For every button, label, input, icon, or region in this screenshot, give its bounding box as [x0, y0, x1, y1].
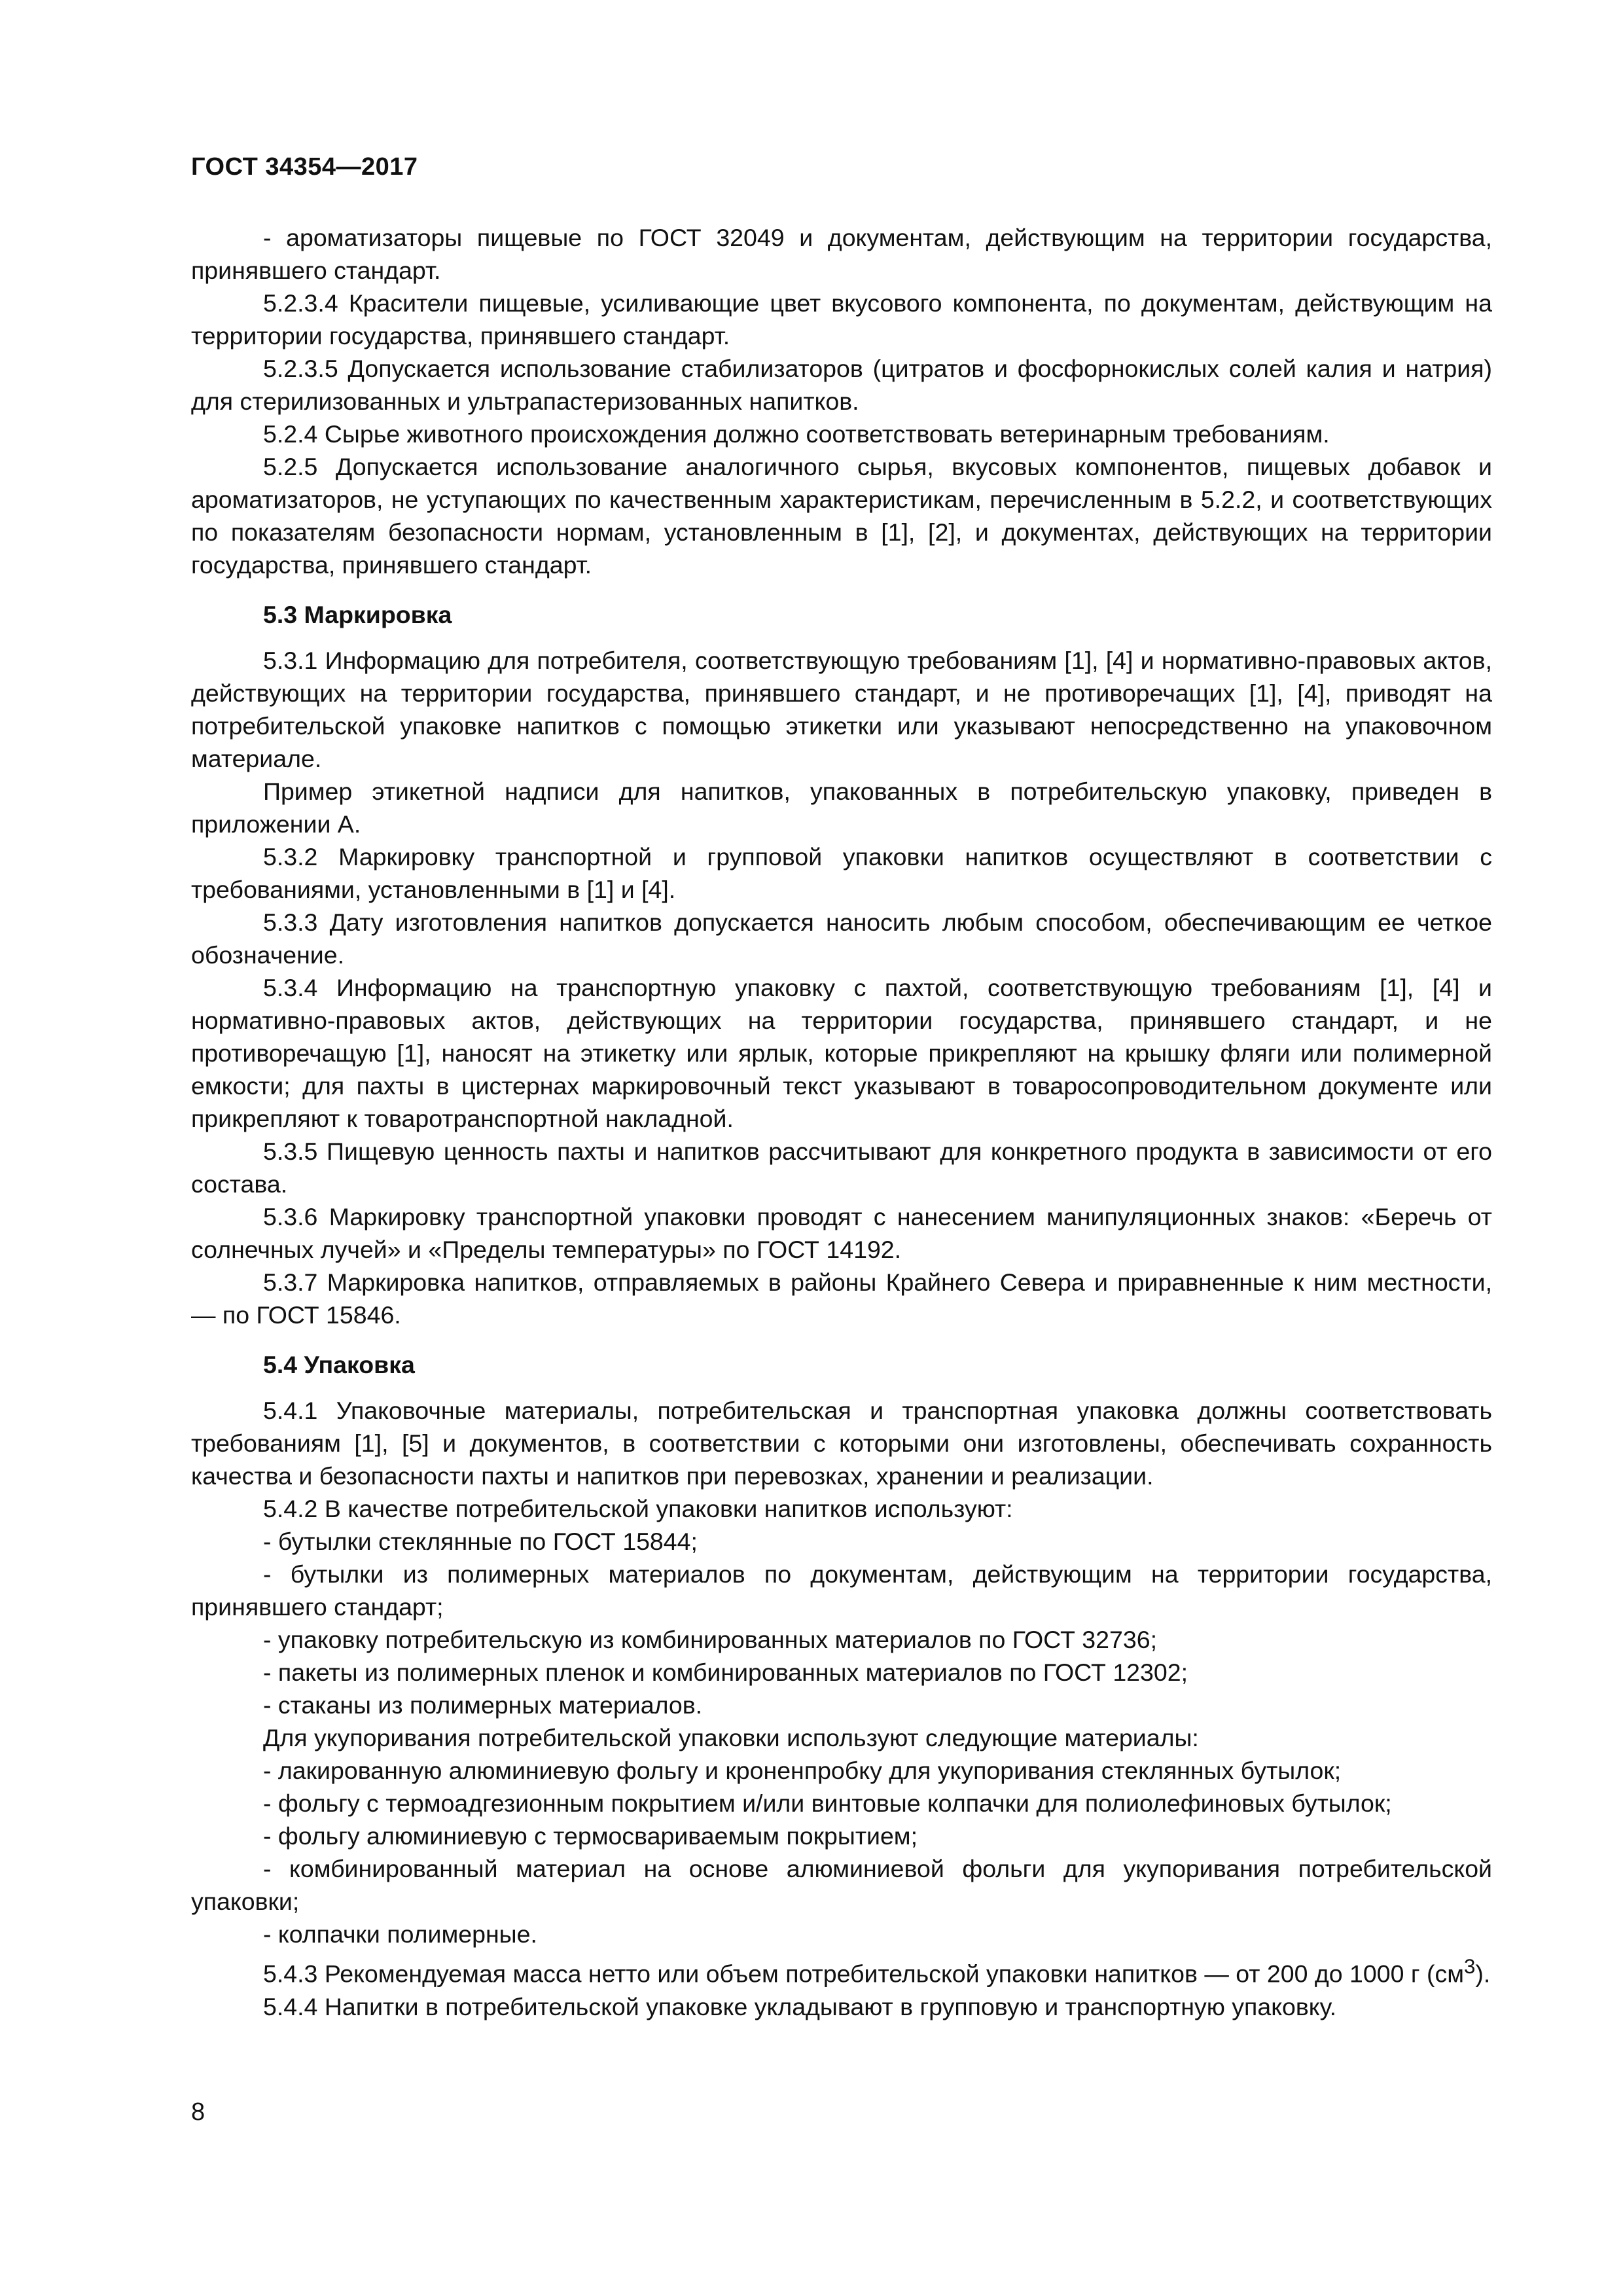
- section-heading-marking: 5.3 Маркировка: [263, 601, 452, 628]
- page-number: 8: [191, 2098, 205, 2126]
- list-item: - лакированную алюминиевую фольгу и кроненпробку для укупоривания стеклянных бутылок;: [263, 1757, 1342, 1784]
- paragraph: 5.3.4 Информацию на транспортную упаковку с пахтой, соответствующую требованиям [1], [4] и нормативно-правовых актов, действующих на территории государства, принявшего стандарт, и не противоречащую [1], наносят на этикетку или ярлык, которые прикрепляют на крышку фляги или полимерной емкости; для пахты в цистернах маркировочный текст указывают в товаросопроводительном документе или прикрепляют к товаротранспортной накладной.: [191, 974, 1492, 1132]
- section-spacer: [191, 581, 1492, 598]
- paragraph: 5.4.2 В качестве потребительской упаковки напитков используют:: [263, 1495, 1013, 1522]
- paragraph: 5.2.3.4 Красители пищевые, усиливающие цвет вкусового компонента, по документам, действующим на территории государства, принявшего стандарт.: [191, 289, 1492, 350]
- superscript-exponent: 3: [1463, 1955, 1476, 1978]
- list-item: - упаковку потребительскую из комбинированных материалов по ГОСТ 32736;: [263, 1626, 1157, 1653]
- paragraph-text: 5.4.3 Рекомендуемая масса нетто или объем потребительской упаковки напитков — от 200 до 1000 г (см: [263, 1960, 1464, 1988]
- list-item: - пакеты из полимерных пленок и комбинированных материалов по ГОСТ 12302;: [263, 1659, 1188, 1686]
- paragraph: 5.2.3.5 Допускается использование стабилизаторов (цитратов и фосфорнокислых солей калия и натрия) для стерилизованных и ультрапастеризованных напитков.: [191, 355, 1492, 415]
- document-body: [191, 221, 1492, 2023]
- paragraph: Для укупоривания потребительской упаковки используют следующие материалы:: [263, 1724, 1199, 1751]
- paragraph: 5.3.2 Маркировку транспортной и групповой упаковки напитков осуществляют в соответствии с требованиями, установленными в [1] и [4].: [191, 843, 1492, 903]
- paragraph: 5.4.1 Упаковочные материалы, потребительская и транспортная упаковка должны соответствовать требованиям [1], [5] и документов, в соответствии с которыми они изготовлены, обеспечивать сохранность качества и безопасности пахты и напитков при перевозках, хранении и реализации.: [191, 1397, 1492, 1490]
- paragraph: - ароматизаторы пищевые по ГОСТ 32049 и документам, действующим на территории государства, принявшего стандарт.: [191, 224, 1492, 284]
- section-spacer: [191, 1381, 1492, 1394]
- paragraph: 5.3.7 Маркировка напитков, отправляемых в районы Крайнего Севера и приравненные к ним местности, — по ГОСТ 15846.: [191, 1268, 1492, 1329]
- paragraph: 5.2.5 Допускается использование аналогичного сырья, вкусовых компонентов, пищевых добавок и ароматизаторов, не уступающих по качественным характеристикам, перечисленным в 5.2.2, и соответствующих по показателям безопасности нормам, установленным в [1], [2], и документах, действующих на территории государства, принявшего стандарт.: [191, 453, 1492, 579]
- paragraph: 5.3.6 Маркировку транспортной упаковки проводят с нанесением манипуляционных знаков: «Беречь от солнечных лучей» и «Пределы температуры» по ГОСТ 14192.: [191, 1203, 1492, 1263]
- section-spacer: [191, 631, 1492, 644]
- list-item: - фольгу алюминиевую с термосвариваемым покрытием;: [263, 1822, 918, 1850]
- paragraph: 5.4.4 Напитки в потребительской упаковке укладывают в групповую и транспортную упаковку.: [263, 1992, 1337, 2020]
- list-item: - фольгу с термоадгезионным покрытием и/или винтовые колпачки для полиолефиновых бутылок;: [263, 1789, 1392, 1817]
- section-spacer: [191, 1331, 1492, 1348]
- list-item: - стаканы из полимерных материалов.: [263, 1691, 703, 1719]
- list-item: - бутылки стеклянные по ГОСТ 15844;: [263, 1528, 698, 1555]
- list-item: - комбинированный материал на основе алюминиевой фольги для укупоривания потребительской упаковки;: [191, 1855, 1492, 1915]
- paragraph-text-end: ).: [1475, 1960, 1491, 1988]
- paragraph: 5.3.5 Пищевую ценность пахты и напитков рассчитывают для конкретного продукта в зависимости от его состава.: [191, 1138, 1492, 1198]
- paragraph: Пример этикетной надписи для напитков, упакованных в потребительскую упаковку, приведен в приложении А.: [191, 778, 1492, 838]
- list-item: - колпачки полимерные.: [263, 1920, 537, 1948]
- list-item: - бутылки из полимерных материалов по документам, действующим на территории государства, принявшего стандарт;: [191, 1560, 1492, 1621]
- section-heading-packaging: 5.4 Упаковка: [263, 1351, 415, 1378]
- paragraph: 5.3.1 Информацию для потребителя, соответствующую требованиям [1], [4] и нормативно-правовых актов, действующих на территории государства, принявшего стандарт, и не противоречащих [1], [4], приводят на потребительской упаковке напитков с помощью этикетки или указывают непосредственно на упаковочном материале.: [191, 647, 1492, 772]
- paragraph: 5.2.4 Сырье животного происхождения должно соответствовать ветеринарным требованиям.: [263, 420, 1330, 448]
- paragraph: [191, 1950, 1492, 1990]
- paragraph: 5.3.3 Дату изготовления напитков допускается наносить любым способом, обеспечивающим ее четкое обозначение.: [191, 908, 1492, 969]
- document-code-header: ГОСТ 34354—2017: [191, 153, 418, 181]
